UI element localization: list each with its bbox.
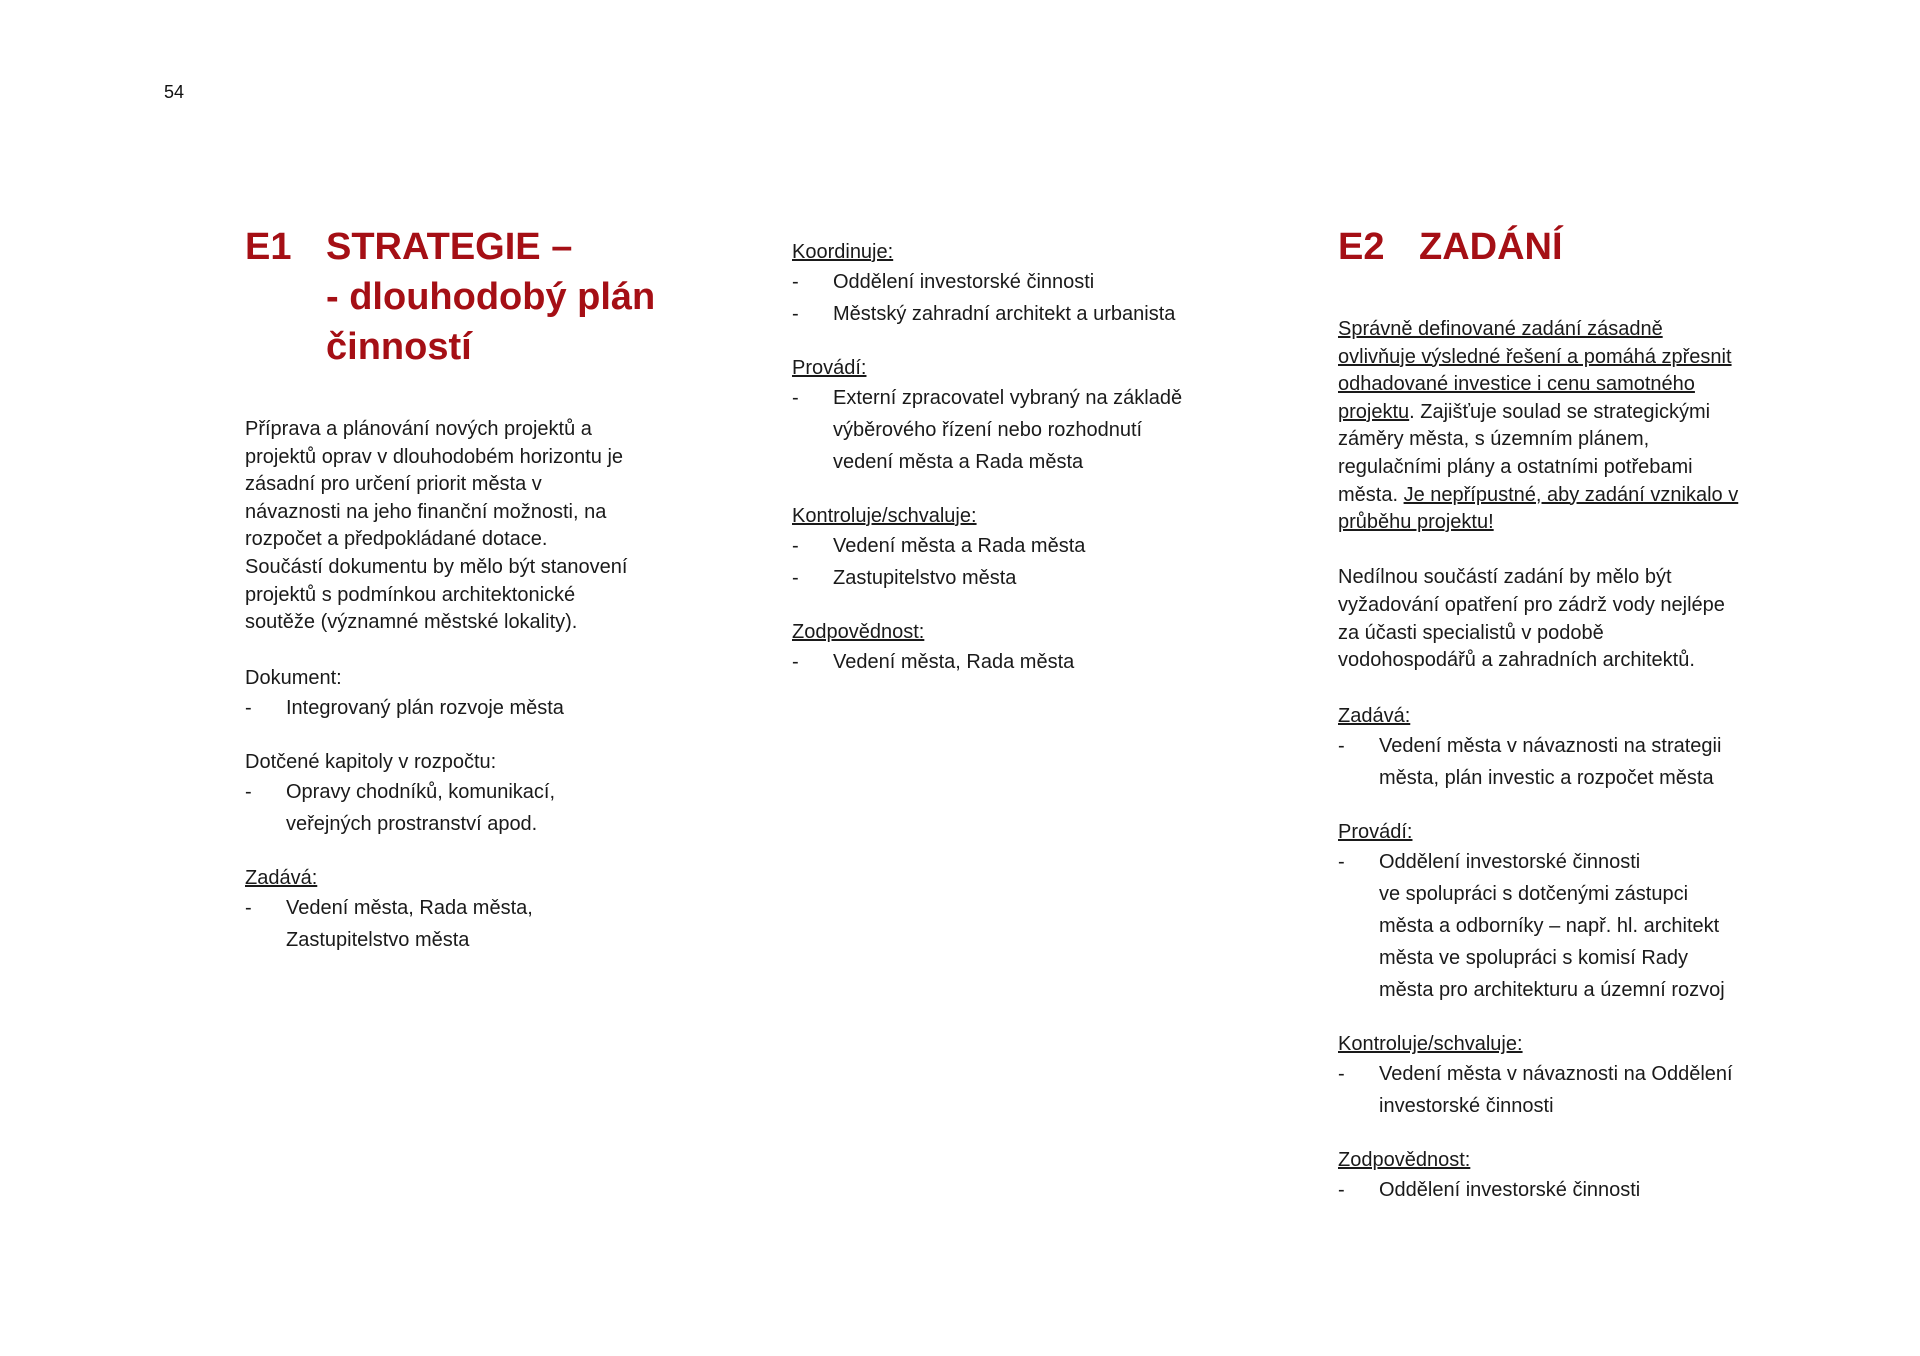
list-item: - Externí zpracovatel vybraný na základě výběrového řízení nebo rozhodnutí vedení města a Rada města <box>792 387 1183 473</box>
zodpovednost-block <box>792 618 1262 678</box>
list-item: - Oddělení investorské činnosti <box>792 271 1095 293</box>
block-label: Dotčené kapitoly v rozpočtu: <box>245 751 497 774</box>
koordinuje-block <box>792 238 1262 330</box>
section-e1-code: E1 <box>245 226 292 268</box>
section-e1 <box>245 222 685 980</box>
block-label: Kontroluje/schvaluje: <box>1338 1033 1523 1056</box>
list-item: - Městský zahradní architekt a urbanista <box>792 303 1176 325</box>
paragraph-line: návaznosti na jeho finanční možnosti, na <box>245 500 607 523</box>
list-item: - Vedení města v návaznosti na Oddělení investorské činnosti <box>1338 1063 1733 1118</box>
block-label: Provádí: <box>1338 821 1413 844</box>
paragraph-line: projektů s podmínkou architektonické <box>245 583 576 606</box>
list-item: - Integrovaný plán rozvoje města <box>245 697 564 720</box>
block-label: Dokument: <box>245 667 342 690</box>
list-item: - Vedení města v návaznosti na strategii města, plán investic a rozpočet města <box>1338 735 1722 790</box>
paragraph-line: soutěže (významné městské lokality). <box>245 611 578 634</box>
e2-kontroluje-block <box>1338 1030 1778 1122</box>
list-item: - Vedení města, Rada města <box>792 651 1075 673</box>
e2-provadi-block <box>1338 818 1778 1006</box>
section-e2-heading <box>1338 222 1778 272</box>
block-label: Kontroluje/schvaluje: <box>792 505 977 527</box>
block-label: Zodpovědnost: <box>1338 1149 1471 1172</box>
paragraph-line: projektů oprav v dlouhodobém horizontu je <box>245 445 624 468</box>
section-e1-paragraph <box>245 416 685 637</box>
section-e2-title: ZADÁNÍ <box>1419 226 1563 268</box>
paragraph-line: rozpočet a předpokládané dotace. <box>245 528 548 551</box>
page-number: 54 <box>164 82 185 102</box>
paragraph-line: Příprava a plánování nových projektů a <box>245 418 592 440</box>
list-item: - Vedení města, Rada města, Zastupitelstvo města <box>245 897 533 952</box>
block-label: Koordinuje: <box>792 241 894 263</box>
list-item: - Zastupitelstvo města <box>792 567 1017 589</box>
paragraph-line: zásadní pro určení priorit města v <box>245 473 542 496</box>
section-e1-heading <box>245 222 685 372</box>
kontroluje-block <box>792 502 1262 594</box>
list-item: - Oddělení investorské činnosti ve spolupráci s dotčenými zástupci města a odborníky – např. hl. architekt města ve spolupráci s komisí Rady města pro architekturu a územní rozvoj <box>1338 851 1725 1002</box>
section-e2-intro: Správně definované zadání zásadně ovlivňuje výsledné řešení a pomáhá zpřesnit odhadované investice i cenu samotného projektu. Zajišťuje soulad se strategickými záměry města, s územním plánem, regulačními plány a ostatními potřebami města. Je nepřípustné, aby zadání vznikalo v průběhu projektu! <box>1338 318 1739 534</box>
e1-kapitoly-block <box>245 748 685 840</box>
section-e1-responsibilities <box>792 238 1262 702</box>
section-e1-title-line: činností <box>326 326 472 368</box>
section-e2-code: E2 <box>1338 226 1385 268</box>
block-label: Zodpovědnost: <box>792 621 925 643</box>
section-e2 <box>1338 222 1778 1230</box>
section-e2-paragraph: Nedílnou součástí zadání by mělo být vyžadování opatření pro zádrž vody nejlépe za účasti specialistů v podobě vodohospodářů a zahradních architektů. <box>1338 566 1725 672</box>
e2-zodpovednost-block <box>1338 1146 1778 1206</box>
block-label: Zadává: <box>245 867 318 890</box>
list-item: - Opravy chodníků, komunikací, veřejných prostranství apod. <box>245 781 556 836</box>
list-item: - Vedení města a Rada města <box>792 535 1086 557</box>
e1-zadava-block <box>245 864 685 956</box>
block-label: Provádí: <box>792 357 867 379</box>
e1-dokument-block <box>245 664 685 724</box>
list-item: - Oddělení investorské činnosti <box>1338 1179 1641 1202</box>
section-e1-title-line: - dlouhodobý plán <box>326 276 656 318</box>
block-label: Zadává: <box>1338 705 1411 728</box>
provadi-block <box>792 354 1262 478</box>
e2-zadava-block <box>1338 702 1778 794</box>
paragraph-line: Součástí dokumentu by mělo být stanovení <box>245 555 628 578</box>
section-e1-title-line: STRATEGIE – <box>326 226 573 268</box>
